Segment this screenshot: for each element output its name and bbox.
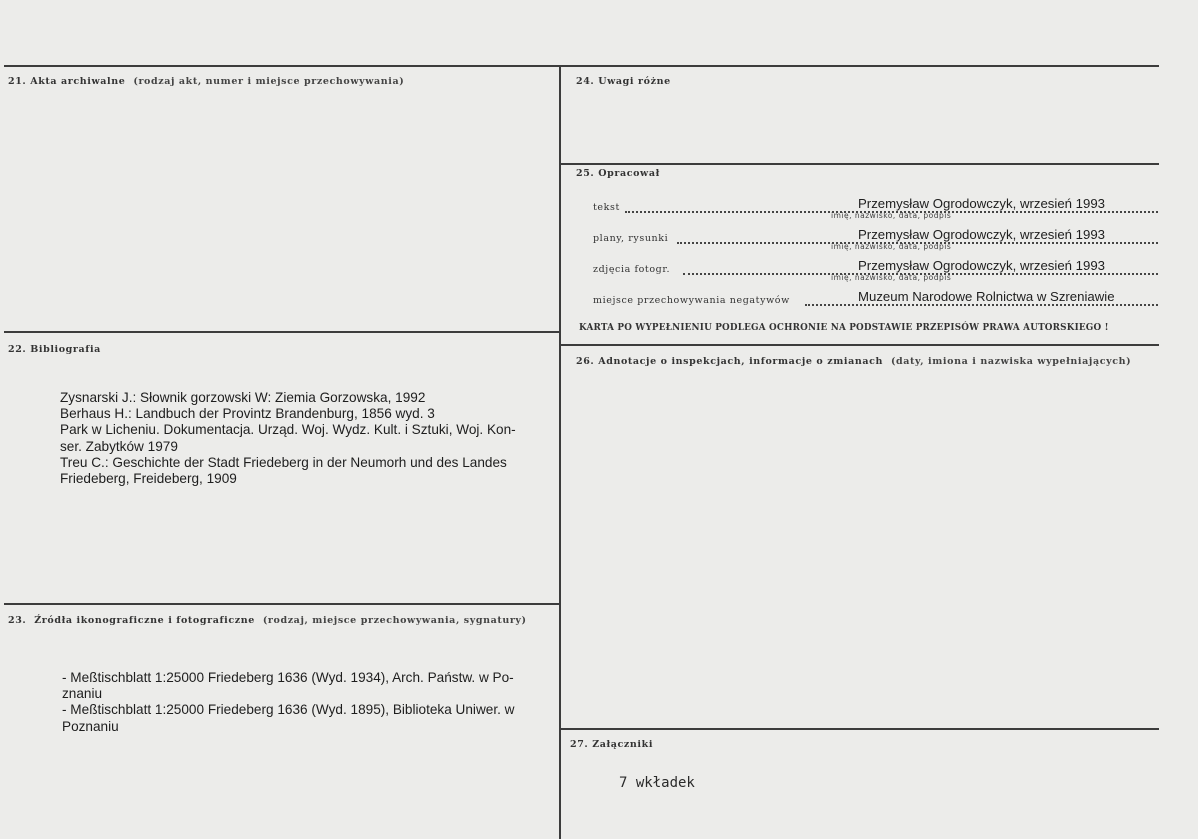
section-25-title: Opracował	[598, 168, 660, 179]
section-25-number: 25.	[576, 168, 595, 179]
section-25-header	[576, 168, 660, 179]
section-22-title: Bibliografia	[30, 344, 101, 355]
rule-25-26	[560, 344, 1159, 346]
center-divider	[559, 65, 561, 839]
section-21-header	[8, 76, 404, 87]
section-24-header	[576, 76, 671, 87]
author-row-value: Przemysław Ogrodowczyk, wrzesień 1993	[858, 227, 1105, 242]
attachments-value: 7 wkładek	[619, 775, 695, 791]
bibliography-line: Friedeberg, Freideberg, 1909	[60, 471, 237, 487]
author-row-label: tekst	[593, 202, 620, 213]
section-27-header	[570, 739, 653, 750]
bibliography-line: Treu C.: Geschichte der Stadt Friedeberg in der Neumorh und des Landes	[60, 454, 507, 470]
section-26-header	[576, 356, 1131, 367]
source-line: - Meßtischblatt 1:25000 Friedeberg 1636 (Wyd. 1934), Arch. Państw. w Po-	[62, 670, 514, 685]
section-26-title: Adnotacje o inspekcjach, informacje o zmianach	[598, 356, 884, 367]
source-line: - Meßtischblatt 1:25000 Friedeberg 1636 (Wyd. 1895), Biblioteka Uniwer. w	[62, 702, 515, 718]
author-row-plans	[593, 227, 1158, 253]
rule-24-25	[560, 163, 1159, 165]
section-23-header	[8, 615, 527, 626]
bibliography-line: Berhaus H.: Landbuch der Provintz Brandenburg, 1856 wyd. 3	[60, 406, 435, 422]
section-21-number: 21.	[8, 76, 27, 87]
section-23-title: Źródła ikonograficzne i fotograficzne	[34, 615, 255, 626]
section-21-title: Akta archiwalne	[30, 76, 126, 87]
author-row-value: Przemysław Ogrodowczyk, wrzesień 1993	[858, 258, 1105, 273]
top-rule	[4, 65, 1159, 67]
rule-26-27	[560, 728, 1159, 730]
section-27-number: 27.	[570, 739, 589, 750]
author-row-value: Przemysław Ogrodowczyk, wrzesień 1993	[858, 196, 1105, 211]
author-row-value: Muzeum Narodowe Rolnictwa w Szreniawie	[858, 289, 1115, 304]
section-21-subtitle: (rodzaj akt, numer i miejsce przechowywania)	[133, 76, 405, 87]
copyright-notice: KARTA PO WYPEŁNIENIU PODLEGA OCHRONIE NA PODSTAWIE PRZEPISÓW PRAWA AUTORSKIEGO !	[579, 323, 1109, 333]
rule-21-22	[4, 331, 560, 333]
section-26-number: 26.	[576, 356, 595, 367]
source-line: znaniu	[62, 686, 103, 702]
section-24-title: Uwagi różne	[598, 76, 671, 87]
author-row-text	[593, 196, 1158, 222]
section-22-header	[8, 344, 101, 355]
author-row-negatives	[593, 289, 1158, 315]
bibliography-line: Zysnarski J.: Słownik gorzowski W: Ziemia Gorzowska, 1992	[60, 390, 426, 405]
author-row-photos	[593, 258, 1158, 284]
author-row-hint: imię, nazwisko, data, podpis	[831, 242, 952, 251]
author-row-label: plany, rysunki	[593, 233, 669, 244]
bibliography-line: ser. Zabytków 1979	[60, 438, 178, 454]
section-23-subtitle: (rodzaj, miejsce przechowywania, sygnatury)	[262, 615, 527, 626]
iconographic-sources-text	[62, 670, 514, 735]
bibliography-text	[60, 390, 516, 487]
section-23-number: 23.	[8, 615, 27, 626]
section-22-number: 22.	[8, 344, 27, 355]
author-row-label: miejsce przechowywania negatywów	[593, 295, 790, 306]
section-26-subtitle: (daty, imiona i nazwiska wypełniających)	[890, 356, 1132, 367]
author-row-hint: imię, nazwisko, data, podpis	[831, 211, 952, 220]
section-27-title: Załączniki	[592, 739, 654, 750]
bibliography-line: Park w Licheniu. Dokumentacja. Urząd. Woj. Wydz. Kult. i Sztuki, Woj. Kon-	[60, 422, 516, 438]
dotted-leader	[805, 304, 1158, 306]
author-row-label: zdjęcia fotogr.	[593, 264, 671, 275]
rule-22-23	[4, 603, 560, 605]
author-row-hint: imię, nazwisko, data, podpis	[831, 273, 952, 282]
section-24-number: 24.	[576, 76, 595, 87]
source-line: Poznaniu	[62, 718, 119, 734]
